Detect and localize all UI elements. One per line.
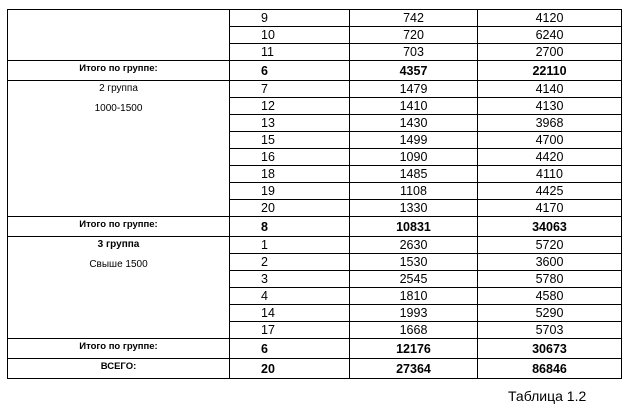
row-number-cell: 16 [230, 149, 350, 166]
row-number-cell: 12 [230, 98, 350, 115]
group-total-sum-b: 34063 [478, 217, 622, 237]
value-a-cell: 1993 [350, 305, 478, 322]
grand-total-label: ВСЕГО: [8, 359, 230, 379]
group-total-row [8, 217, 622, 237]
row-number-cell: 10 [230, 27, 350, 44]
value-b-cell: 4170 [478, 200, 622, 217]
value-a-cell: 1530 [350, 254, 478, 271]
group-total-label: Итого по группе: [8, 217, 230, 237]
grouping-table [7, 9, 622, 379]
group-range: 1000-1500 [94, 103, 143, 114]
value-a-cell: 2630 [350, 237, 478, 254]
value-a-cell: 1330 [350, 200, 478, 217]
group-total-sum-b: 22110 [478, 61, 622, 81]
value-b-cell: 5780 [478, 271, 622, 288]
group-total-row [8, 61, 622, 81]
grouping-table-body [8, 10, 622, 379]
group-label: 2 группа [99, 83, 138, 94]
value-a-cell: 1479 [350, 81, 478, 98]
value-b-cell: 4700 [478, 132, 622, 149]
value-a-cell: 1485 [350, 166, 478, 183]
value-b-cell: 4120 [478, 10, 622, 27]
table-row [8, 10, 622, 27]
group-total-row [8, 339, 622, 359]
value-a-cell: 720 [350, 27, 478, 44]
value-b-cell: 5290 [478, 305, 622, 322]
value-b-cell: 4110 [478, 166, 622, 183]
grand-total-sum-a: 27364 [350, 359, 478, 379]
row-number-cell: 7 [230, 81, 350, 98]
value-a-cell: 2545 [350, 271, 478, 288]
value-a-cell: 1108 [350, 183, 478, 200]
row-number-cell: 1 [230, 237, 350, 254]
table-caption: Таблица 1.2 [508, 388, 587, 404]
row-number-cell: 17 [230, 322, 350, 339]
row-number-cell: 2 [230, 254, 350, 271]
group-total-label: Итого по группе: [8, 61, 230, 81]
value-b-cell: 3600 [478, 254, 622, 271]
value-b-cell: 3968 [478, 115, 622, 132]
group-cell [8, 81, 230, 217]
row-number-cell: 11 [230, 44, 350, 61]
row-number-cell: 20 [230, 200, 350, 217]
row-number-cell: 9 [230, 10, 350, 27]
value-b-cell: 4425 [478, 183, 622, 200]
value-a-cell: 1090 [350, 149, 478, 166]
row-number-cell: 13 [230, 115, 350, 132]
group-total-sum-a: 4357 [350, 61, 478, 81]
group-total-sum-a: 10831 [350, 217, 478, 237]
value-a-cell: 1499 [350, 132, 478, 149]
value-a-cell: 1410 [350, 98, 478, 115]
value-b-cell: 5703 [478, 322, 622, 339]
value-b-cell: 4420 [478, 149, 622, 166]
value-a-cell: 1668 [350, 322, 478, 339]
value-b-cell: 5720 [478, 237, 622, 254]
group-total-sum-a: 12176 [350, 339, 478, 359]
grand-total-sum-b: 86846 [478, 359, 622, 379]
value-b-cell: 2700 [478, 44, 622, 61]
group-range: Свыше 1500 [89, 259, 148, 270]
group-cell [8, 237, 230, 339]
value-b-cell: 4140 [478, 81, 622, 98]
group-total-sum-b: 30673 [478, 339, 622, 359]
grand-total-row [8, 359, 622, 379]
grand-total-count: 20 [230, 359, 350, 379]
row-number-cell: 19 [230, 183, 350, 200]
value-a-cell: 1810 [350, 288, 478, 305]
table-row [8, 237, 622, 254]
value-b-cell: 6240 [478, 27, 622, 44]
value-b-cell: 4130 [478, 98, 622, 115]
group-total-label: Итого по группе: [8, 339, 230, 359]
group-total-count: 6 [230, 339, 350, 359]
row-number-cell: 18 [230, 166, 350, 183]
value-a-cell: 1430 [350, 115, 478, 132]
row-number-cell: 15 [230, 132, 350, 149]
group-cell [8, 10, 230, 61]
row-number-cell: 14 [230, 305, 350, 322]
table-row [8, 81, 622, 98]
group-total-count: 8 [230, 217, 350, 237]
group-total-count: 6 [230, 61, 350, 81]
value-a-cell: 703 [350, 44, 478, 61]
group-label: 3 группа [97, 239, 140, 250]
value-a-cell: 742 [350, 10, 478, 27]
row-number-cell: 4 [230, 288, 350, 305]
row-number-cell: 3 [230, 271, 350, 288]
value-b-cell: 4580 [478, 288, 622, 305]
